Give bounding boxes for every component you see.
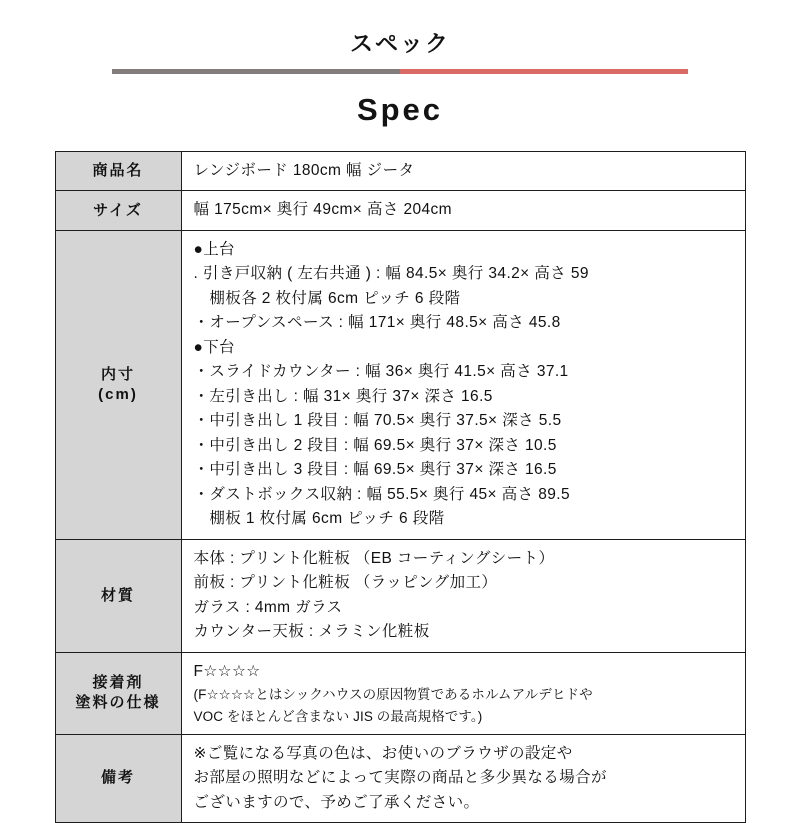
spec-row-value (181, 734, 745, 822)
spec-row-label (55, 539, 181, 652)
page-title-kana: スペック (350, 30, 450, 56)
spec-row-label (55, 191, 181, 230)
spec-row-label (55, 734, 181, 822)
spec-value-line: お部屋の照明などによって実際の商品と多少異なる場合が (193, 769, 607, 787)
spec-value-line: レンジボード 180cm 幅 ジータ (193, 162, 415, 179)
spec-value-line: ●上台 (193, 240, 236, 258)
spec-value-line: ・左引き出し : 幅 31× 奥行 37× 深さ 16.5 (193, 387, 493, 405)
table-row (55, 230, 745, 539)
spec-row-label-text: 商品名 (92, 162, 144, 180)
spec-row-label-text: 備考 (100, 769, 135, 787)
spec-value-line: . 引き戸収納 ( 左右共通 ) : 幅 84.5× 奥行 34.2× 高さ 59 (193, 265, 589, 283)
spec-value-line: ・オープンスペース : 幅 171× 奥行 48.5× 高さ 45.8 (193, 314, 561, 332)
spec-value-line: ございますので、予めご了承ください。 (193, 793, 480, 811)
spec-row-label-text: 内寸 (100, 365, 135, 383)
spec-row-value (181, 230, 745, 539)
spec-value-line: ・スライドカウンター : 幅 36× 奥行 41.5× 高さ 37.1 (193, 363, 569, 381)
table-row (55, 539, 745, 652)
spec-table-container (55, 151, 746, 823)
spec-value-line: ●下台 (193, 338, 236, 356)
spec-table-body (55, 152, 745, 823)
header-divider (112, 69, 688, 74)
spec-value-line: ・中引き出し 3 段目 : 幅 69.5× 奥行 37× 深さ 16.5 (193, 461, 557, 479)
spec-value-line: (F☆☆☆☆とはシックハウスの原因物質であるホルムアルデヒドや (193, 687, 593, 703)
spec-row-label (55, 652, 181, 734)
table-row (55, 152, 745, 191)
table-row (55, 191, 745, 230)
spec-value-line: ガラス : 4mm ガラス (193, 598, 343, 616)
spec-value-line: ・中引き出し 1 段目 : 幅 70.5× 奥行 37.5× 深さ 5.5 (193, 412, 562, 430)
spec-value-line: 棚板 1 枚付属 6cm ピッチ 6 段階 (193, 510, 445, 528)
page-header (0, 0, 800, 125)
spec-row-label-text: 材質 (100, 586, 135, 604)
spec-row-label (55, 230, 181, 539)
spec-value-line: F☆☆☆☆ (193, 662, 261, 680)
spec-row-value (181, 652, 745, 734)
spec-value-line: ・中引き出し 2 段目 : 幅 69.5× 奥行 37× 深さ 10.5 (193, 436, 557, 454)
spec-value-line: 前板 : プリント化粧板 （ラッピング加工） (193, 574, 498, 592)
spec-row-label-subtext: (cm) (98, 385, 138, 403)
spec-value-line: カウンター天板 : メラミン化粧板 (193, 623, 430, 641)
spec-row-value (181, 152, 745, 191)
spec-table (55, 151, 746, 823)
spec-value-line: ・ダストボックス収納 : 幅 55.5× 奥行 45× 高さ 89.5 (193, 485, 570, 503)
spec-row-label (55, 152, 181, 191)
spec-value-line: 棚板各 2 枚付属 6cm ピッチ 6 段階 (193, 289, 461, 307)
spec-row-label-text: 接着剤 (92, 674, 144, 692)
header-divider-right-segment (400, 69, 688, 74)
spec-row-label-subtext: 塗料の仕様 (75, 694, 161, 712)
table-row (55, 734, 745, 822)
table-row (55, 652, 745, 734)
spec-value-line: 本体 : プリント化粧板 （EB コーティングシート） (193, 549, 555, 567)
spec-value-line: VOC をほとんど含まない JIS の最高規格です。) (193, 708, 483, 724)
header-divider-left-segment (112, 69, 400, 74)
spec-value-line: 幅 175cm× 奥行 49cm× 高さ 204cm (193, 201, 452, 219)
spec-row-value (181, 539, 745, 652)
spec-row-value (181, 191, 745, 230)
spec-value-line: ※ご覧になる写真の色は、お使いのブラウザの設定や (193, 744, 573, 762)
spec-row-label-text: サイズ (93, 201, 143, 219)
page-title-latin: Spec (356, 92, 444, 127)
